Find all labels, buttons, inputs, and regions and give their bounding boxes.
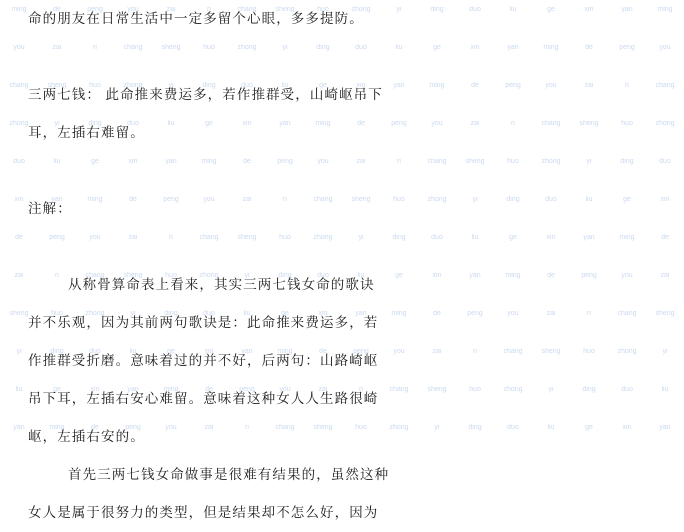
blank-line-2	[28, 152, 572, 190]
watermark-row: yan ming de peng you zai ri chang sheng huo zhong yi ding duo liu ge xin yan	[13, 424, 671, 431]
annotation-line-6: 首先三两七钱女命做事是很难有结果的，虽然这种	[68, 467, 390, 482]
watermark-row: sheng huo zhong yi ding duo liu ge xin yan ming de peng you zai ri chang sheng	[9, 310, 675, 317]
watermark-row: you zai ri chang sheng huo zhong yi ding duo liu ge xin yan ming de peng you	[13, 44, 671, 51]
watermark-row: chang sheng huo zhong yi ding duo liu ge xin yan ming de peng you zai ri chang	[9, 82, 675, 89]
watermark-row: de peng you zai ri chang sheng huo zhong yi ding duo liu ge xin yan ming de	[15, 234, 669, 241]
annotation-line-2: 并不乐观，因为其前两句歌诀是：此命推来费运多，若	[28, 315, 379, 330]
annotation-line-1: 从称骨算命表上看来，其实三两七钱女命的歌诀	[68, 277, 375, 292]
paragraph-continuation: 命的朋友在日常生活中一定多留个心眼，多多提防。	[28, 11, 364, 26]
watermark-row: ming de peng you zai ri chang sheng huo zhong yi ding duo liu ge xin yan ming	[11, 6, 673, 13]
watermark-row: duo liu ge xin yan ming de peng you zai ri chang sheng huo zhong yi ding duo	[13, 158, 671, 165]
watermark-row: xin yan ming de peng you zai ri chang sheng huo zhong yi ding duo liu ge xin	[14, 196, 670, 203]
annotation-line-7: 女人是属于很努力的类型，但是结果却不怎么好，因为	[28, 505, 379, 520]
blank-line	[28, 38, 572, 76]
annotation-line-4: 吊下耳，左插右安心难留。意味着这种女人人生路很崎	[28, 391, 379, 406]
annotation-line-5: 岖，左插右安的。	[28, 429, 145, 444]
watermark-row: zhong yi ding duo liu ge xin yan ming de peng you zai ri chang sheng huo zhong	[9, 120, 675, 127]
watermark-row: liu ge xin yan ming de peng you zai ri chang sheng huo zhong yi ding duo liu	[15, 386, 669, 393]
annotation-line-3: 作推群受折磨。意味着过的并不好，后两句：山路崎岖	[28, 353, 379, 368]
watermark-row: zai ri chang sheng huo zhong yi ding duo liu ge xin yan ming de peng you zai	[14, 272, 670, 279]
section-heading: 注解：	[28, 201, 72, 216]
verse-line-2: 耳，左插右难留。	[28, 125, 145, 140]
verse-line-1: 三两七钱： 此命推来费运多，若作推群受，山崎岖吊下	[28, 87, 383, 102]
blank-line-3	[28, 228, 572, 266]
watermark-row: yi ding duo liu ge xin yan ming de peng you zai ri chang sheng huo zhong yi	[16, 348, 668, 355]
